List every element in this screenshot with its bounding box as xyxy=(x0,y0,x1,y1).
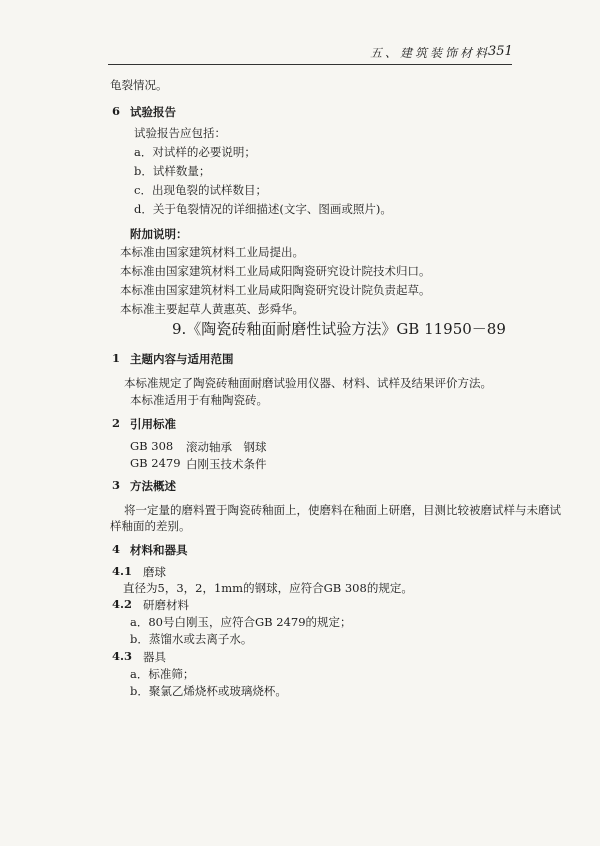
subsection-number: 4.1 xyxy=(112,564,133,578)
section-3-line: 将一定量的磨料置于陶瓷砖釉面上，使磨料在釉面上研磨，目测比较被磨试样与未磨试 xyxy=(124,503,561,517)
subsection-line: a．标准筛； xyxy=(130,667,195,681)
section-1-line: 本标准规定了陶瓷砖釉面耐磨试验用仪器、材料、试样及结果评价方法。 xyxy=(124,376,492,390)
section-6-item: a．对试样的必要说明； xyxy=(134,145,256,159)
ref-code: GB 308 xyxy=(130,439,174,453)
section-6-item: d．关于龟裂情况的详细描述(文字、图画或照片)。 xyxy=(134,202,392,216)
ref-name: 滚动轴承 钢球 xyxy=(186,440,267,454)
section-1-title: 主题内容与适用范围 xyxy=(130,352,234,366)
section-3-line: 样釉面的差别。 xyxy=(110,519,191,533)
section-6-title: 试验报告 xyxy=(130,105,176,119)
subsection-title: 研磨材料 xyxy=(143,598,189,612)
additional-note-line: 本标准由国家建筑材料工业局提出。 xyxy=(120,245,304,259)
header-rule xyxy=(108,64,512,65)
section-6-item: b．试样数量； xyxy=(134,164,211,178)
section-3-number: 3 xyxy=(112,478,121,492)
section-2-title: 引用标准 xyxy=(130,417,176,431)
section-1-number: 1 xyxy=(112,351,121,365)
additional-note-line: 本标准由国家建筑材料工业局咸阳陶瓷研究设计院负责起草。 xyxy=(120,283,431,297)
subsection-title: 器具 xyxy=(143,650,166,664)
additional-notes-title: 附加说明： xyxy=(130,227,188,241)
section-1-line: 本标准适用于有釉陶瓷砖。 xyxy=(130,393,268,407)
intro-line: 龟裂情况。 xyxy=(110,78,168,92)
standard-title: 9.《陶瓷砖釉面耐磨性试验方法》GB 11950－89 xyxy=(172,320,506,338)
ref-code: GB 2479 xyxy=(130,456,181,470)
section-2-number: 2 xyxy=(112,416,121,430)
section-4-title: 材料和器具 xyxy=(130,543,188,557)
subsection-line: b．蒸馏水或去离子水。 xyxy=(130,632,253,646)
subsection-title: 磨球 xyxy=(143,565,166,579)
page-number: 351 xyxy=(488,44,513,59)
section-4-number: 4 xyxy=(112,542,121,556)
subsection-line: b．聚氯乙烯烧杯或玻璃烧杯。 xyxy=(130,684,287,698)
section-6-lead: 试验报告应包括： xyxy=(134,126,226,140)
section-6-item: c．出现龟裂的试样数目； xyxy=(134,183,267,197)
section-6-number: 6 xyxy=(112,104,121,118)
subsection-number: 4.2 xyxy=(112,597,133,611)
section-3-title: 方法概述 xyxy=(130,479,176,493)
additional-note-line: 本标准由国家建筑材料工业局咸阳陶瓷研究设计院技术归口。 xyxy=(120,264,431,278)
subsection-line: 直径为5，3，2，1mm的钢球，应符合GB 308的规定。 xyxy=(123,581,413,595)
ref-name: 白刚玉技术条件 xyxy=(186,457,267,471)
subsection-line: a．80号白刚玉，应符合GB 2479的规定； xyxy=(130,615,352,629)
subsection-number: 4.3 xyxy=(112,649,133,663)
additional-note-line: 本标准主要起草人黄惠英、彭舜华。 xyxy=(120,302,304,316)
running-header-title: 五、建筑装饰材料 xyxy=(370,46,491,60)
